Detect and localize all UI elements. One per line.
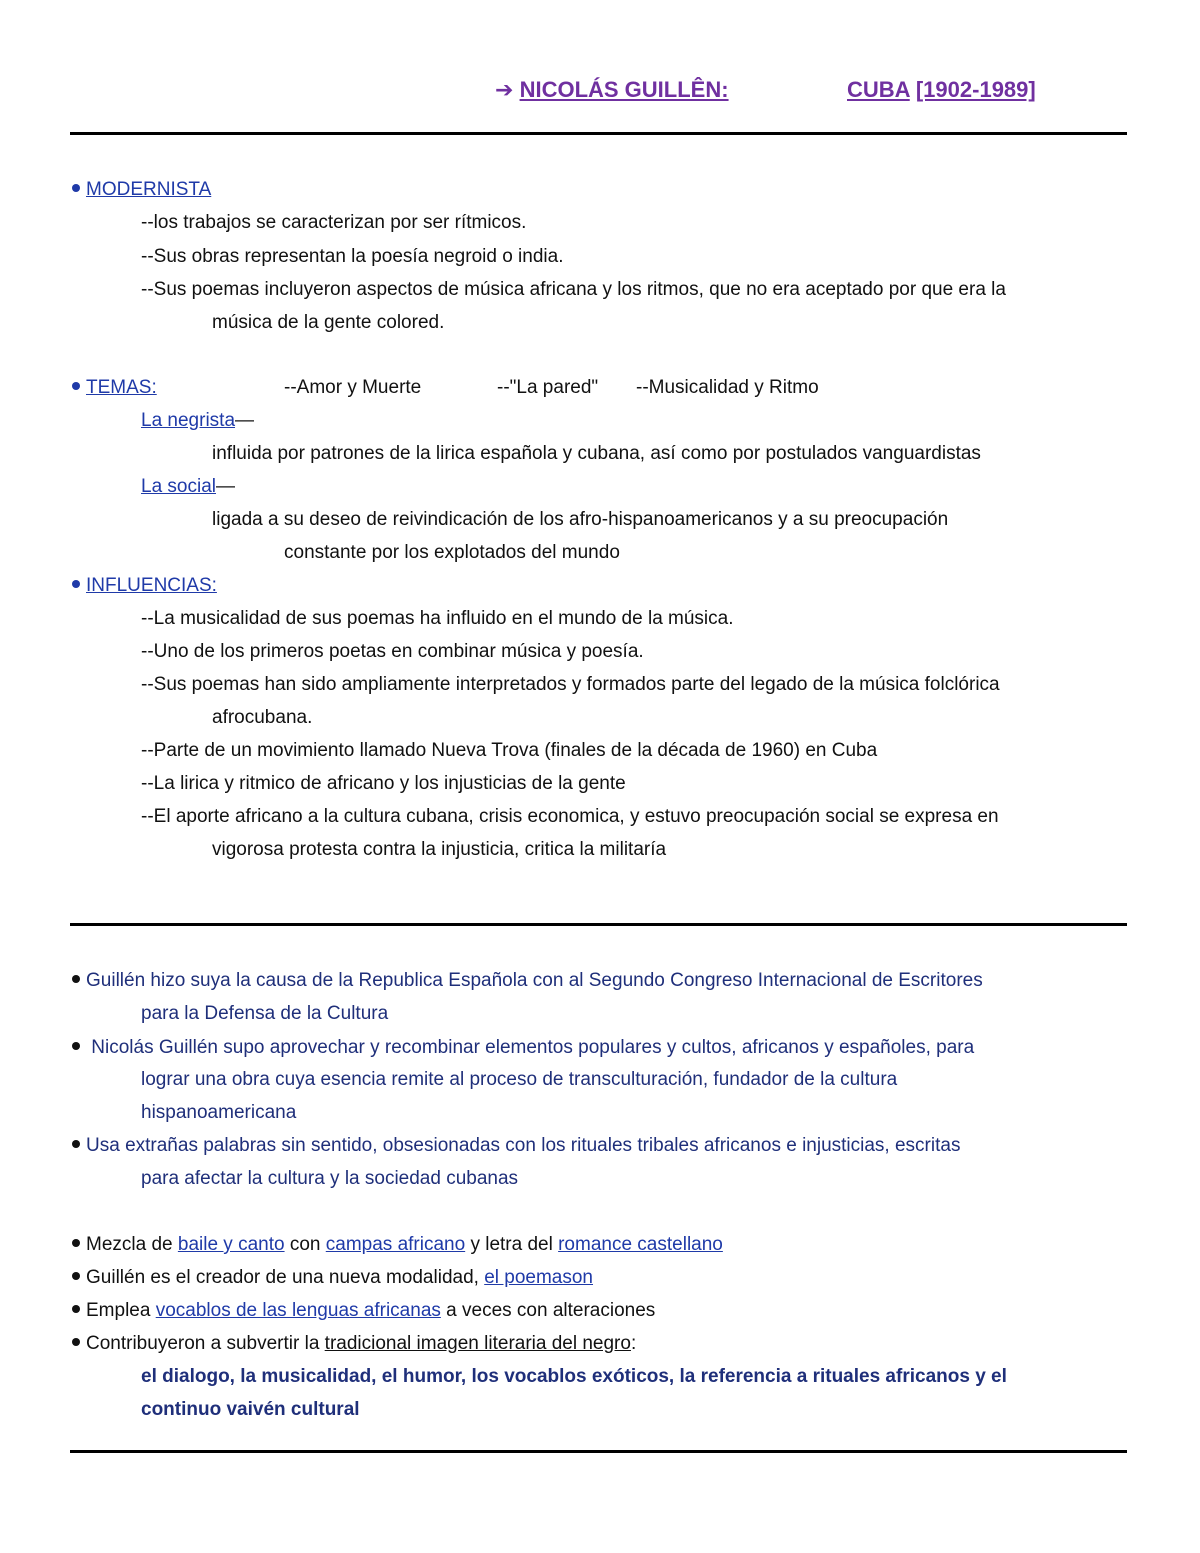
modernista-line: --Sus poemas incluyeron aspectos de música africana y los ritmos, que no era aceptado por que era la	[141, 279, 1006, 300]
note-line: para afectar la cultura y la sociedad cubanas	[141, 1168, 519, 1189]
note-item: Nicolás Guillén supo aprovechar y recombinar elementos populares y cultos, africanos y españoles, para	[72, 1031, 974, 1064]
social-heading: La social—	[141, 476, 235, 497]
negrista-heading: La negrista—	[141, 410, 255, 431]
note-line: lograr una obra cuya esencia remite al proceso de transculturación, fundador de la cultura	[141, 1069, 898, 1090]
modernista-line: --los trabajos se caracterizan por ser rítmicos.	[141, 212, 527, 233]
influencia-line: --Uno de los primeros poetas en combinar música y poesía.	[141, 641, 644, 662]
divider-bottom	[70, 1450, 1127, 1453]
years: [1902-1989]	[915, 77, 1036, 102]
modernista-line: --Sus obras representan la poesía negroid o india.	[141, 246, 564, 267]
bullet-icon	[72, 1042, 80, 1050]
note-line: para la Defensa de la Cultura	[141, 1003, 389, 1024]
note-line: hispanoamericana	[141, 1102, 297, 1123]
section-modernista-heading: MODERNISTA	[72, 173, 211, 206]
influencia-line: --El aporte africano a la cultura cubana, crisis economica, y estuvo preocupación social se expresa en	[141, 806, 999, 827]
tema-item: --Musicalidad y Ritmo	[636, 377, 819, 398]
bullet-icon	[72, 1305, 80, 1313]
bullet-icon	[72, 1338, 80, 1346]
influencia-line: vigorosa protesta contra la injusticia, critica la militaría	[212, 839, 667, 860]
bullet-icon	[72, 580, 80, 588]
divider-top	[70, 132, 1127, 135]
bullet-icon	[72, 382, 80, 390]
header-title	[495, 73, 729, 106]
fact-item: Emplea vocablos de las lenguas africanas a veces con alteraciones	[72, 1294, 655, 1327]
country: CUBA	[847, 77, 910, 102]
bullet-icon	[72, 1272, 80, 1280]
tema-item: --"La pared"	[497, 377, 599, 398]
divider-middle	[70, 923, 1127, 926]
author-name: NICOLÁS GUILLÊN:	[519, 77, 729, 102]
fact-detail-line: el dialogo, la musicalidad, el humor, los vocablos exóticos, la referencia a rituales africanos y el	[141, 1366, 1007, 1387]
note-item: Guillén hizo suya la causa de la Republica Española con al Segundo Congreso Internacional de Escritores	[72, 964, 983, 997]
social-text: ligada a su deseo de reivindicación de los afro-hispanoamericanos y a su preocupación	[212, 509, 949, 530]
modernista-line: música de la gente colored.	[212, 312, 445, 333]
bullet-icon	[72, 1140, 80, 1148]
social-text: constante por los explotados del mundo	[284, 542, 620, 563]
influencia-line: --La musicalidad de sus poemas ha influido en el mundo de la música.	[141, 608, 734, 629]
bullet-icon	[72, 975, 80, 983]
arrow-icon: ➔	[495, 77, 514, 102]
section-temas-heading: TEMAS:	[72, 371, 157, 404]
influencia-line: afrocubana.	[212, 707, 313, 728]
fact-item: Mezcla de baile y canto con campas africano y letra del romance castellano	[72, 1228, 723, 1261]
bullet-icon	[72, 1239, 80, 1247]
fact-item: Contribuyeron a subvertir la tradicional imagen literaria del negro:	[72, 1327, 636, 1360]
header-country	[847, 73, 1036, 106]
bullet-icon	[72, 184, 80, 192]
negrista-text: influida por patrones de la lirica española y cubana, así como por postulados vanguardistas	[212, 443, 981, 464]
influencia-line: --La lirica y ritmico de africano y los injusticias de la gente	[141, 773, 626, 794]
note-item: Usa extrañas palabras sin sentido, obsesionadas con los rituales tribales africanos e injusticias, escritas	[72, 1129, 960, 1162]
influencia-line: --Parte de un movimiento llamado Nueva Trova (finales de la década de 1960) en Cuba	[141, 740, 878, 761]
tema-item: --Amor y Muerte	[284, 377, 422, 398]
influencia-line: --Sus poemas han sido ampliamente interpretados y formados parte del legado de la música folclórica	[141, 674, 1000, 695]
fact-detail-line: continuo vaivén cultural	[141, 1399, 360, 1420]
fact-item: Guillén es el creador de una nueva modalidad, el poemason	[72, 1261, 593, 1294]
section-influencias-heading: INFLUENCIAS:	[72, 569, 217, 602]
